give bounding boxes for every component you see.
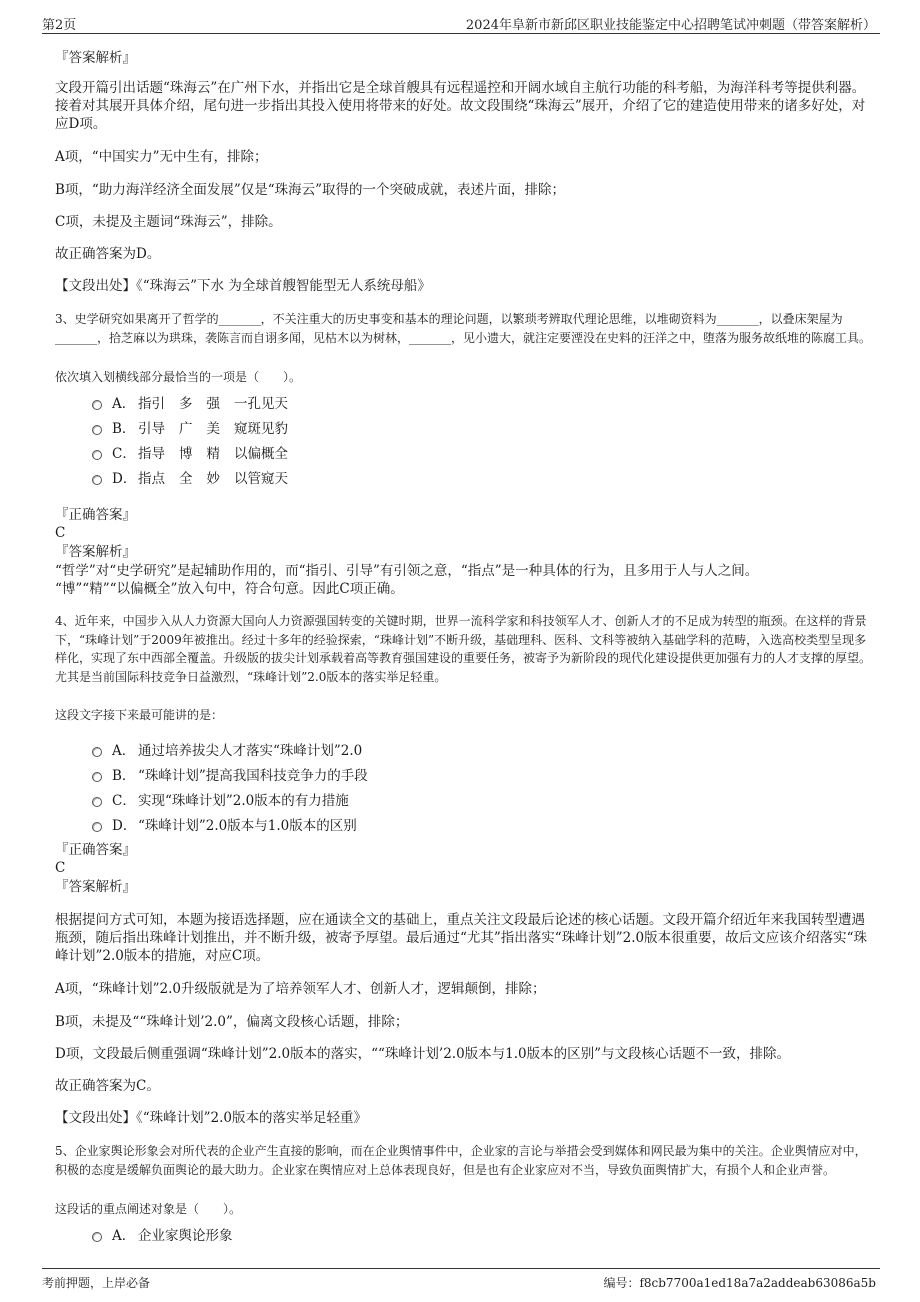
q4-option-d-analysis: D项，文段最后侧重强调“珠峰计划”2.0版本的落实，““珠峰计划’2.0版本与1.0版本的区别”与文段核心话题不一致，排除。 (55, 1046, 791, 1062)
q3-option-d[interactable]: D． 指点 全 妙 以管窥天 (92, 467, 288, 487)
q5-stem: 5、企业家舆论形象会对所代表的企业产生直接的影响，而在企业舆情事件中，企业家的言论与举措会受到媒体和网民最为集中的关注。企业舆情应对中，积极的态度是缓解负面舆论的最大助力。企业家在舆情应对上总体表现良好，但是也有企业家应对不当，导致负面舆情扩大，有损个人和企业声誉。 (55, 1144, 867, 1177)
q2-conclusion: 故正确答案为D。 (55, 246, 161, 262)
q4-answer-title: 『正确答案』 (55, 842, 136, 858)
page-number: 第2页 (42, 18, 77, 33)
q4-option-d[interactable]: D． “珠峰计划”2.0版本与1.0版本的区别 (92, 814, 357, 834)
q4-option-c[interactable]: C． 实现“珠峰计划”2.0版本的有力措施 (92, 789, 349, 809)
radio-icon[interactable] (92, 747, 102, 757)
q4-option-b[interactable]: B． “珠峰计划”提高我国科技竞争力的手段 (92, 764, 368, 784)
q2-option-b-analysis: B项，“助力海洋经济全面发展”仅是“珠海云”取得的一个突破成就，表述片面，排除； (55, 182, 566, 198)
q3-option-a[interactable]: A． 指引 多 强 一孔见天 (92, 392, 288, 412)
radio-icon[interactable] (92, 772, 102, 782)
q3-analysis-line-1: “哲学”对“史学研究”是起辅助作用的，而“指引、引导”有引领之意，“指点”是一种具体的行为，且多用于人与人之间。 (55, 563, 759, 579)
q3-prompt: 依次填入划横线部分最恰当的一项是（ ）。 (55, 370, 302, 384)
radio-icon[interactable] (92, 1232, 102, 1242)
q3-answer: C (55, 525, 66, 541)
footer-divider (42, 1268, 880, 1269)
q4-prompt: 这段文字接下来最可能讲的是： (55, 708, 224, 722)
q4-source: 【文段出处】《“珠峰计划”2.0版本的落实举足轻重》 (55, 1110, 368, 1126)
radio-icon[interactable] (92, 450, 102, 460)
q4-answer: C (55, 860, 66, 876)
q4-conclusion: 故正确答案为C。 (55, 1078, 160, 1094)
q4-analysis-paragraph: 根据提问方式可知，本题为接语选择题，应在通读全文的基础上，重点关注文段最后论述的核心话题。文段开篇介绍近年来我国转型遭遇瓶颈，随后指出珠峰计划推出，并不断升级，被寄予厚望。最后通过“尤其”指出落实“珠峰计划”2.0版本很重要，故后文应该介绍落实“珠峰计划”2.0版本的措施，对应C项。 (55, 912, 867, 964)
header-divider (42, 33, 880, 34)
radio-icon[interactable] (92, 822, 102, 832)
radio-icon[interactable] (92, 797, 102, 807)
q5-option-a[interactable]: A． 企业家舆论形象 (92, 1224, 233, 1244)
radio-icon[interactable] (92, 400, 102, 410)
radio-icon[interactable] (92, 475, 102, 485)
q3-stem: 3、史学研究如果离开了哲学的_______，不关注重大的历史事变和基本的理论问题，以繁琐考辨取代理论思维，以堆砌资料为_______，以叠床架屋为_______，拾芝麻以为珙珠，袭陈言而自诩多闻，见枯木以为树林，_______，见小遗大，就注定要湮没在史料的汪洋之中，堕落为服务故纸堆的陈腐工具。 (55, 312, 872, 345)
document-title: 2024年阜新市新邱区职业技能鉴定中心招聘笔试冲刺题（带答案解析） (465, 18, 876, 33)
q5-prompt: 这段话的重点阐述对象是（ ）。 (55, 1202, 242, 1216)
q4-analysis-title: 『答案解析』 (55, 879, 136, 895)
radio-icon[interactable] (92, 425, 102, 435)
q2-analysis-paragraph: 文段开篇引出话题“珠海云”在广州下水，并指出它是全球首艘具有远程遥控和开阔水域自主航行功能的科考船，为海洋科考等提供利器。接着对其展开具体介绍，尾句进一步指出其投入使用将带来的好处。故文段围绕“珠海云”展开，介绍了它的建造使用带来的诸多好处，对应D项。 (55, 80, 866, 132)
document-id: 编号：f8cb7700a1ed18a7a2addeab63086a5b (603, 1276, 876, 1290)
q4-option-b-analysis: B项，未提及““珠峰计划’2.0”，偏离文段核心话题，排除； (55, 1014, 409, 1030)
q2-analysis-title: 『答案解析』 (55, 50, 136, 66)
q3-analysis-title: 『答案解析』 (55, 544, 136, 560)
q2-source: 【文段出处】《“珠海云”下水 为全球首艘智能型无人系统母船》 (55, 278, 431, 294)
footer-slogan: 考前押题，上岸必备 (42, 1276, 151, 1290)
q4-option-a[interactable]: A． 通过培养拔尖人才落实“珠峰计划”2.0 (92, 739, 362, 759)
q2-option-a-analysis: A项，“中国实力”无中生有，排除； (55, 149, 268, 165)
q3-option-b[interactable]: B． 引导 广 美 窥斑见豹 (92, 417, 288, 437)
q4-option-a-analysis: A项，“珠峰计划”2.0升级版就是为了培养领军人才、创新人才，逻辑颠倒，排除； (55, 981, 546, 997)
q3-option-c[interactable]: C． 指导 博 精 以偏概全 (92, 442, 288, 462)
q3-answer-title: 『正确答案』 (55, 507, 136, 523)
q4-stem: 4、近年来，中国步入从人力资源大国向人力资源强国转变的关键时期，世界一流科学家和科技领军人才、创新人才的不足成为转型的瓶颈。在这样的背景下，“珠峰计划”于2009年被推出。经过十多年的经验探索，“珠峰计划”不断升级，基础理科、医科、文科等被纳入基础学科的范畴，入选高校类型呈现多样化，实现了东中西部全覆盖。升级版的拔尖计划承载着高等教育强国建设的重要任务，被寄予为新阶段的现代化建设提供更加强有力的人才支撑的厚望。尤其是当前国际科技竞争日益激烈，“珠峰计划”2.0版本的落实举足轻重。 (55, 614, 872, 684)
q2-option-c-analysis: C项，未提及主题词“珠海云”，排除。 (55, 214, 282, 230)
q3-analysis-line-2: “博”“精”“以偏概全”放入句中，符合句意。因此C项正确。 (55, 581, 404, 597)
